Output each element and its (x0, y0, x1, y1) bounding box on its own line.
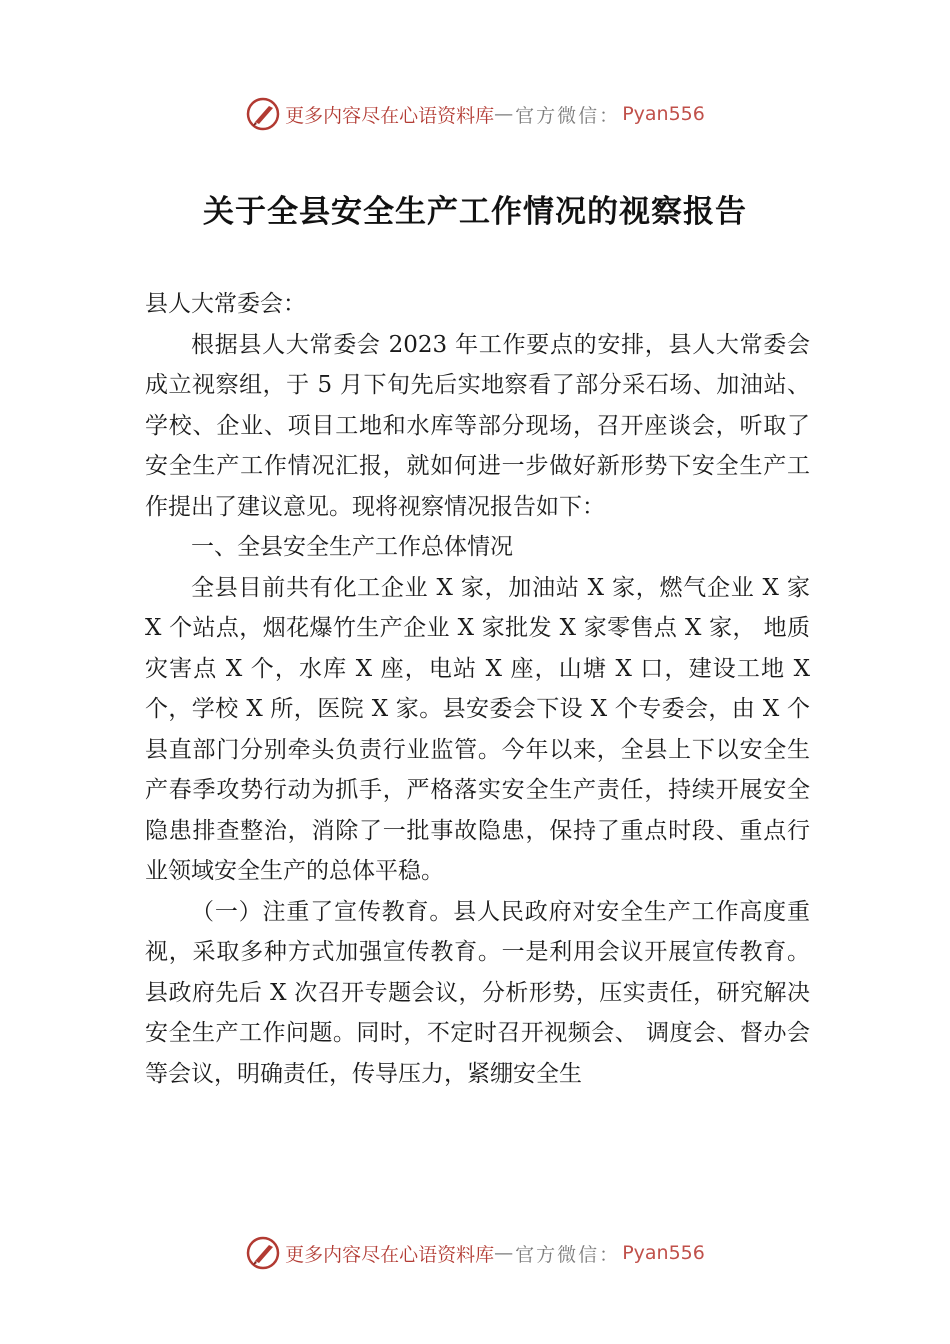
paragraph-overview: 全县目前共有化工企业 X 家，加油站 X 家，燃气企业 X 家 X 个站点，烟花爆竹生产企业 X 家批发 X 家零售点 X 家， 地质灾害点 X 个，水库 X 座，电站 X 座，山塘 X 口，建设工地 X 个，学校 X 所，医院 X 家。县安委会下设 X 个专委会，由 X 个县直部门分别牵头负责行业监管。今年以来，全县上下以安全生产春季攻势行动为抓手，严格落实安全生产责任，持续开展安全隐患排查整治，消除了一批事故隐患，保持了重点时段、重点行业领域安全生产的总体平稳。 (145, 574, 810, 884)
pen-logo-icon (245, 96, 281, 132)
banner-wechat-id: Pyan556 (622, 1242, 705, 1264)
banner-library-text: 更多内容尽在心语资料库 (285, 104, 495, 127)
section-heading-1: 一、全县安全生产工作总体情况 (191, 534, 513, 560)
banner-wechat-id: Pyan556 (622, 103, 705, 125)
header-banner (0, 94, 950, 134)
salutation: 县人大常委会： (145, 291, 306, 317)
document-title: 关于全县安全生产工作情况的视察报告 (203, 194, 747, 230)
banner-wechat-label: 官方微信： (515, 1243, 621, 1266)
banner-library-text: 更多内容尽在心语资料库 (285, 1243, 495, 1266)
document-body (145, 284, 810, 1094)
footer-banner (0, 1233, 950, 1273)
pen-logo-icon (245, 1235, 281, 1271)
paragraph-subsection-1: （一）注重了宣传教育。县人民政府对安全生产工作高度重视，采取多种方式加强宣传教育。一是利用会议开展宣传教育。县政府先后 X 次召开专题会议，分析形势，压实责任，研究解决安全生产工作问题。同时，不定时召开视频会、 调度会、督办会等会议，明确责任，传导压力，紧绷安全生 (145, 898, 810, 1087)
paragraph-intro: 根据县人大常委会 2023 年工作要点的安排，县人大常委会成立视察组，于 5 月下旬先后实地察看了部分采石场、加油站、学校、企业、项目工地和水库等部分现场，召开座谈会，听取了安全生产工作情况汇报，就如何进一步做好新形势下安全生产工作提出了建议意见。现将视察情况报告如下： (145, 331, 810, 520)
banner-dash: — (494, 103, 516, 125)
banner-dash: — (494, 1242, 516, 1264)
banner-wechat-label: 官方微信： (515, 104, 621, 127)
